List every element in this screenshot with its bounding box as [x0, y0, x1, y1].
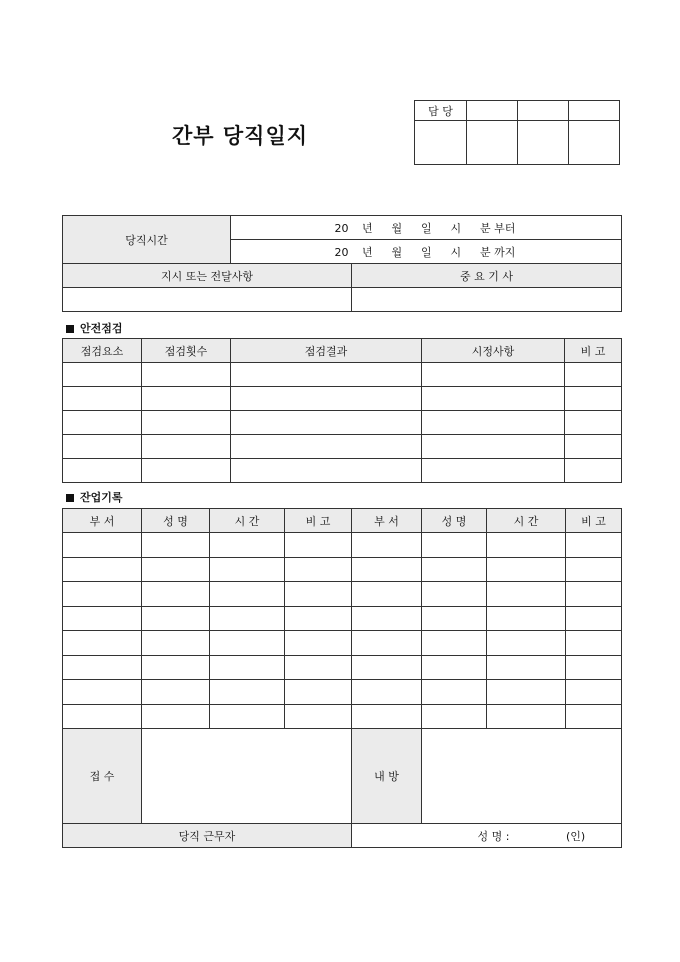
- cell[interactable]: [487, 582, 566, 607]
- visit-label: 내 방: [352, 729, 422, 824]
- cell[interactable]: [487, 655, 566, 680]
- overtime-header: 성 명: [422, 509, 487, 533]
- cell[interactable]: [352, 655, 422, 680]
- cell[interactable]: [142, 435, 231, 459]
- reception-field[interactable]: [142, 729, 352, 824]
- duty-from-day-unit: 일: [421, 221, 432, 235]
- reception-label: 접 수: [63, 729, 142, 824]
- cell[interactable]: [422, 655, 487, 680]
- cell[interactable]: [63, 606, 142, 631]
- cell[interactable]: [566, 557, 622, 582]
- cell[interactable]: [422, 435, 565, 459]
- cell[interactable]: [566, 704, 622, 729]
- cell[interactable]: [422, 606, 487, 631]
- approval-cell[interactable]: [569, 101, 620, 121]
- cell[interactable]: [285, 533, 352, 558]
- instructions-field[interactable]: [63, 288, 352, 312]
- cell[interactable]: [285, 557, 352, 582]
- duty-to-hour-unit: 시: [450, 245, 462, 259]
- cell[interactable]: [63, 459, 142, 483]
- cell[interactable]: [422, 631, 487, 656]
- table-row: [63, 557, 622, 582]
- cell[interactable]: [210, 557, 285, 582]
- cell[interactable]: [422, 582, 487, 607]
- cell[interactable]: [422, 680, 487, 705]
- cell[interactable]: [487, 533, 566, 558]
- cell[interactable]: [63, 557, 142, 582]
- safety-header: 점검요소: [63, 339, 142, 363]
- cell[interactable]: [566, 606, 622, 631]
- cell[interactable]: [142, 411, 231, 435]
- cell[interactable]: [210, 704, 285, 729]
- duty-to-minute-unit: 분 까지: [480, 245, 516, 259]
- cell[interactable]: [565, 435, 622, 459]
- square-bullet-icon: [66, 325, 74, 333]
- signature-field[interactable]: [352, 824, 622, 848]
- cell[interactable]: [285, 655, 352, 680]
- table-row: [63, 459, 622, 483]
- duty-from-minute-unit: 분 부터: [480, 221, 516, 235]
- reception-table: [62, 728, 622, 848]
- cell[interactable]: [63, 363, 142, 387]
- cell[interactable]: [487, 680, 566, 705]
- cell[interactable]: [231, 459, 422, 483]
- cell[interactable]: [63, 435, 142, 459]
- duty-from-month-unit: 월: [391, 221, 403, 235]
- instructions-label: 지시 또는 전달사항: [63, 264, 352, 288]
- cell[interactable]: [352, 606, 422, 631]
- cell[interactable]: [352, 533, 422, 558]
- safety-header: 시정사항: [422, 339, 565, 363]
- cell[interactable]: [210, 631, 285, 656]
- cell[interactable]: [63, 680, 142, 705]
- overtime-section-title: 잔업기록: [66, 489, 123, 505]
- duty-to-day-unit: 일: [421, 245, 432, 259]
- cell[interactable]: [422, 363, 565, 387]
- cell[interactable]: [142, 363, 231, 387]
- cell[interactable]: [352, 704, 422, 729]
- cell[interactable]: [142, 606, 210, 631]
- cell[interactable]: [63, 387, 142, 411]
- approval-sign-cell[interactable]: [467, 121, 518, 165]
- cell[interactable]: [210, 655, 285, 680]
- cell[interactable]: [566, 631, 622, 656]
- duty-table: [62, 215, 622, 312]
- cell[interactable]: [142, 631, 210, 656]
- cell[interactable]: [63, 582, 142, 607]
- square-bullet-icon: [66, 494, 74, 502]
- cell[interactable]: [422, 387, 565, 411]
- cell[interactable]: [231, 387, 422, 411]
- overtime-header: 시 간: [210, 509, 285, 533]
- overtime-header: 시 간: [487, 509, 566, 533]
- table-row: [63, 631, 622, 656]
- cell[interactable]: [142, 557, 210, 582]
- table-row: [63, 435, 622, 459]
- cell[interactable]: [63, 411, 142, 435]
- cell[interactable]: [352, 631, 422, 656]
- approval-sign-cell[interactable]: [415, 121, 467, 165]
- duty-time-to[interactable]: [231, 240, 622, 264]
- overtime-header: 성 명: [142, 509, 210, 533]
- cell[interactable]: [487, 704, 566, 729]
- cell[interactable]: [352, 582, 422, 607]
- duty-from-year-unit: 년: [362, 221, 373, 235]
- safety-header: 비 고: [565, 339, 622, 363]
- important-field[interactable]: [352, 288, 622, 312]
- cell[interactable]: [63, 533, 142, 558]
- cell[interactable]: [142, 680, 210, 705]
- cell[interactable]: [285, 631, 352, 656]
- page-title: 간부 당직일지: [171, 124, 309, 148]
- approval-cell[interactable]: [518, 101, 569, 121]
- cell[interactable]: [566, 680, 622, 705]
- cell[interactable]: [210, 606, 285, 631]
- cell[interactable]: [210, 582, 285, 607]
- table-row: [63, 533, 622, 558]
- cell[interactable]: [422, 557, 487, 582]
- cell[interactable]: [142, 387, 231, 411]
- cell[interactable]: [210, 680, 285, 705]
- duty-worker-label: 당직 근무자: [63, 824, 352, 848]
- cell[interactable]: [285, 582, 352, 607]
- cell[interactable]: [63, 631, 142, 656]
- table-row: [63, 606, 622, 631]
- approval-label: 담 당: [415, 101, 467, 121]
- cell[interactable]: [231, 363, 422, 387]
- approval-sign-cell[interactable]: [569, 121, 620, 165]
- overtime-header: 부 서: [352, 509, 422, 533]
- duty-time-label: 당직시간: [63, 216, 231, 264]
- duty-to-month-unit: 월: [391, 245, 403, 259]
- cell[interactable]: [142, 533, 210, 558]
- cell[interactable]: [231, 411, 422, 435]
- duty-to-year-unit: 년: [362, 245, 373, 259]
- overtime-header: 비 고: [285, 509, 352, 533]
- duty-time-from[interactable]: [231, 216, 622, 240]
- important-label: 중 요 기 사: [352, 264, 622, 288]
- cell[interactable]: [565, 363, 622, 387]
- cell[interactable]: [285, 680, 352, 705]
- table-row: [63, 363, 622, 387]
- cell[interactable]: [566, 533, 622, 558]
- overtime-table: [62, 508, 622, 729]
- cell[interactable]: [285, 606, 352, 631]
- cell[interactable]: [566, 655, 622, 680]
- cell[interactable]: [422, 704, 487, 729]
- cell[interactable]: [142, 655, 210, 680]
- cell[interactable]: [142, 704, 210, 729]
- table-row: [63, 704, 622, 729]
- safety-section-title: 안전점검: [66, 320, 123, 336]
- approval-cell[interactable]: [467, 101, 518, 121]
- table-row: [63, 387, 622, 411]
- duty-from-year: 20: [334, 221, 349, 235]
- cell[interactable]: [285, 704, 352, 729]
- safety-header: 점검횟수: [142, 339, 231, 363]
- cell[interactable]: [422, 459, 565, 483]
- cell[interactable]: [142, 459, 231, 483]
- cell[interactable]: [487, 557, 566, 582]
- cell[interactable]: [565, 387, 622, 411]
- table-row: [63, 411, 622, 435]
- duty-to-year: 20: [334, 245, 349, 259]
- duty-from-hour-unit: 시: [450, 221, 462, 235]
- cell[interactable]: [63, 704, 142, 729]
- cell[interactable]: [565, 459, 622, 483]
- cell[interactable]: [210, 533, 285, 558]
- cell[interactable]: [422, 533, 487, 558]
- table-row: [63, 680, 622, 705]
- signature-label: 성 명 :: [477, 829, 510, 843]
- cell[interactable]: [63, 655, 142, 680]
- cell[interactable]: [142, 582, 210, 607]
- approval-sign-cell[interactable]: [518, 121, 569, 165]
- cell[interactable]: [566, 582, 622, 607]
- seal-label: (인): [566, 829, 586, 843]
- approval-box: [414, 100, 620, 165]
- overtime-header: 부 서: [63, 509, 142, 533]
- cell[interactable]: [487, 606, 566, 631]
- safety-table: [62, 338, 622, 483]
- cell[interactable]: [422, 411, 565, 435]
- cell[interactable]: [352, 680, 422, 705]
- cell[interactable]: [487, 631, 566, 656]
- safety-header: 점검결과: [231, 339, 422, 363]
- cell[interactable]: [231, 435, 422, 459]
- table-row: [63, 582, 622, 607]
- overtime-header: 비 고: [566, 509, 622, 533]
- visit-field[interactable]: [422, 729, 622, 824]
- cell[interactable]: [352, 557, 422, 582]
- cell[interactable]: [565, 411, 622, 435]
- table-row: [63, 655, 622, 680]
